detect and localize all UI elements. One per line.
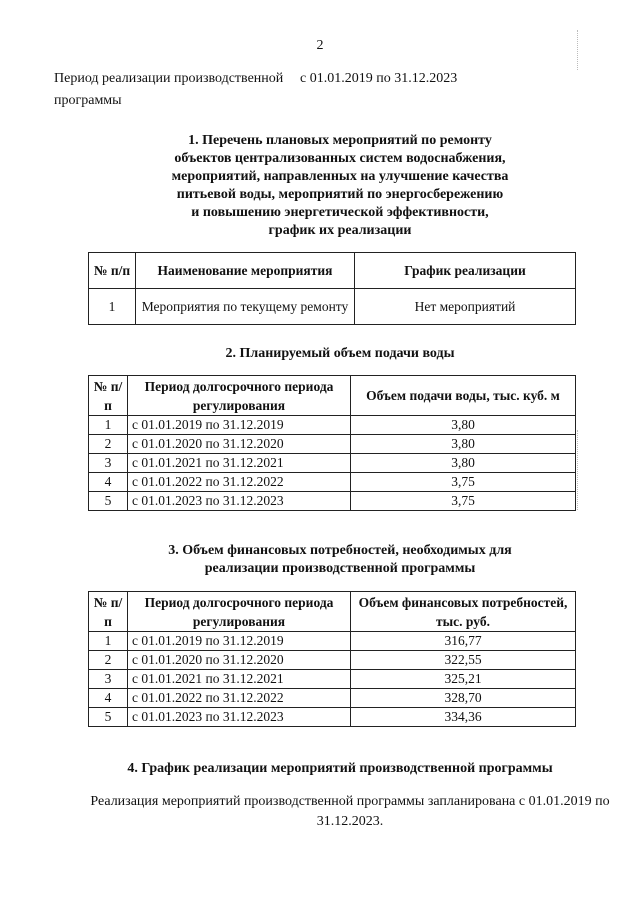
scan-artifact <box>577 430 578 510</box>
section4-text: Реализация мероприятий производственной программы запланирована с 01.01.2019 по 31.12.2023. <box>90 794 610 829</box>
section3-title: 3. Объем финансовых потребностей, необходимых для реализации производственной программы <box>168 543 512 576</box>
scan-artifact <box>577 30 578 70</box>
header-schedule: График реализации <box>355 253 576 289</box>
section4-title: 4. График реализации мероприятий производственной программы <box>127 761 553 776</box>
table-row: 5 с 01.01.2023 по 31.12.2023 3,75 <box>89 492 576 511</box>
financial-needs-table <box>88 591 576 727</box>
water-supply-table <box>88 375 576 511</box>
table-header-row <box>89 253 576 289</box>
table-row: 2 с 01.01.2020 по 31.12.2020 322,55 <box>89 651 576 670</box>
period-value: с 01.01.2019 по 31.12.2023 <box>300 71 458 86</box>
table-header-row: № п/п Период долгосрочного периода регулирования Объем подачи воды, тыс. куб. м <box>89 376 576 416</box>
page-number: 2 <box>316 38 324 53</box>
table-row: 1 Мероприятия по текущему ремонту Нет мероприятий <box>89 289 576 325</box>
table-header-row: № п/п Период долгосрочного периода регулирования Объем финансовых потребностей, тыс. руб. <box>89 592 576 632</box>
table-row: 5 с 01.01.2023 по 31.12.2023 334,36 <box>89 708 576 727</box>
table-row: 2 с 01.01.2020 по 31.12.2020 3,80 <box>89 435 576 454</box>
section1-title: 1. Перечень плановых мероприятий по ремонту объектов централизованных систем водоснабжения, мероприятий, направленных на улучшение качества питьевой воды, мероприятий по энергосбережению и повышению энергетической эффективности, график их реализации <box>171 133 509 238</box>
section2-title: 2. Планируемый объем подачи воды <box>225 346 455 361</box>
table-row: 4 с 01.01.2022 по 31.12.2022 3,75 <box>89 473 576 492</box>
events-table <box>88 252 576 325</box>
period-label: Период реализации производственной программы <box>54 71 284 108</box>
table-row: 1 с 01.01.2019 по 31.12.2019 3,80 <box>89 416 576 435</box>
table-row: 3 с 01.01.2021 по 31.12.2021 325,21 <box>89 670 576 689</box>
header-event-name: Наименование мероприятия <box>136 253 355 289</box>
table-row: 3 с 01.01.2021 по 31.12.2021 3,80 <box>89 454 576 473</box>
table-row: 4 с 01.01.2022 по 31.12.2022 328,70 <box>89 689 576 708</box>
header-num: № п/п <box>89 253 136 289</box>
table-row: 1 с 01.01.2019 по 31.12.2019 316,77 <box>89 632 576 651</box>
